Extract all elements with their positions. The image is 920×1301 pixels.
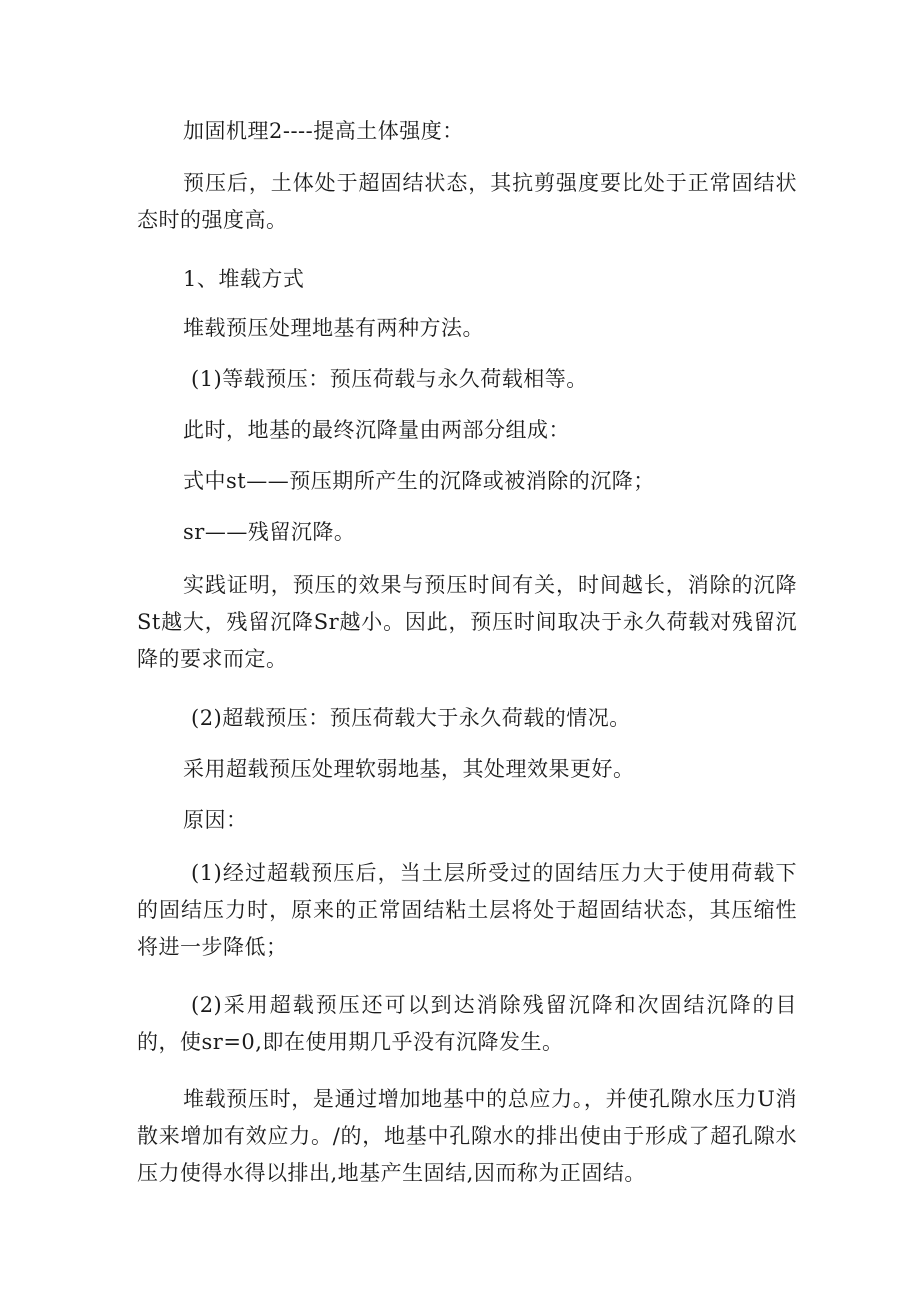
paragraph-overconsolidation: 预压后，土体处于超固结状态，其抗剪强度要比处于正常固结状态时的强度高。 [137,171,797,232]
paragraph-final-settlement: 此时，地基的最终沉降量由两部分组成： [183,418,570,442]
paragraph-two-methods: 堆载预压处理地基有两种方法。 [183,316,484,340]
paragraph-mechanism-heading: 加固机理2----提高土体强度： [183,119,464,143]
paragraph-equal-preload: (1)等载预压：预压荷载与永久荷载相等。 [191,367,588,391]
paragraph-practice: 实践证明，预压的效果与预压时间有关，时间越长，消除的沉降St越大，残留沉降Sr越小。因此，预压时间取决于永久荷载对残留沉降的要求而定。 [137,573,797,671]
paragraph-section-heading: 1、堆载方式 [183,267,305,291]
paragraph-reason-heading: 原因： [183,808,248,832]
paragraph-positive-consolidation: 堆载预压时，是通过增加地基中的总应力。，并使孔隙水压力U消散来增加有效应力。/的，地基中孔隙水的排出使由于形成了超孔隙水压力使得水得以排出,地基产生固结,因而称为正固结。 [137,1087,797,1185]
paragraph-st-definition: 式中st——预压期所产生的沉降或被消除的沉降； [183,469,655,493]
paragraph-surcharge-preload: (2)超载预压：预压荷载大于永久荷载的情况。 [191,706,631,730]
paragraph-surcharge-effect: 采用超载预压处理软弱地基，其处理效果更好。 [183,757,635,781]
document-page [137,0,797,1301]
paragraph-reason-two: (2)采用超载预压还可以到达消除残留沉降和次固结沉降的目的，使sr=0,即在使用期几乎没有沉降发生。 [137,993,797,1054]
paragraph-reason-one: (1)经过超载预压后，当土层所受过的固结压力大于使用荷载下的固结压力时，原来的正常固结粘土层将处于超固结状态，其压缩性将进一步降低； [137,861,797,959]
paragraph-sr-definition: sr——残留沉降。 [183,520,356,544]
